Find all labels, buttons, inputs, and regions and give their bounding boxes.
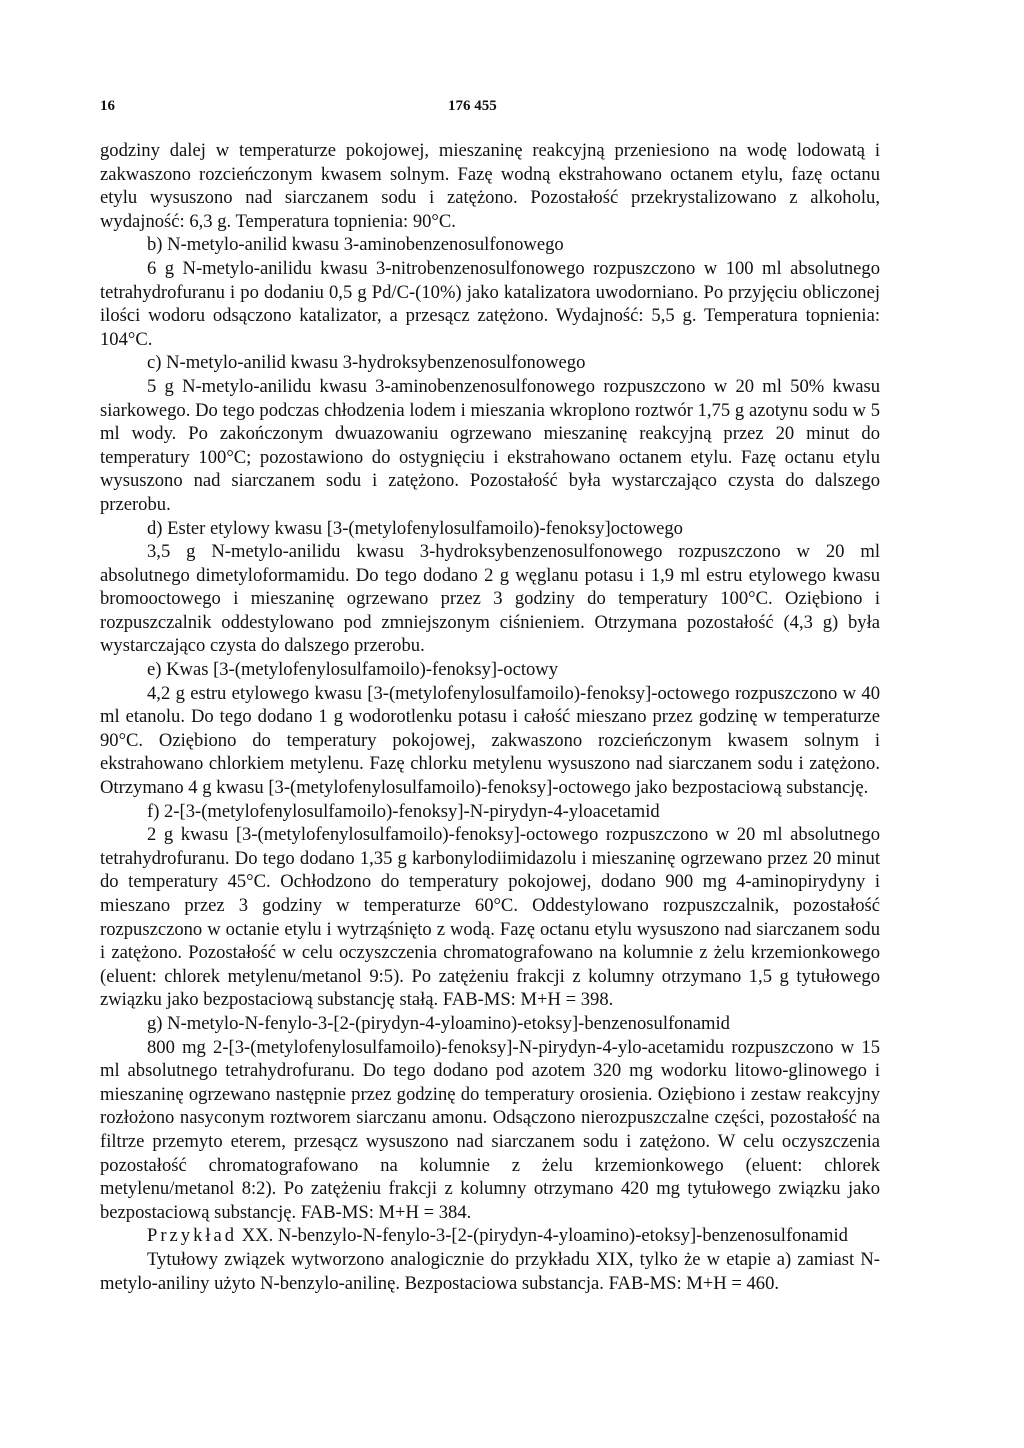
step-heading-c: c) N-metylo-anilid kwasu 3-hydroksybenzenosulfonowego: [147, 352, 586, 374]
step-heading-e: e) Kwas [3-(metylofenylosulfamoilo)-fenoksy]-octowy: [147, 659, 559, 681]
patent-number: 176 455: [448, 98, 497, 114]
body-text: [100, 139, 880, 1295]
step-heading-f: f) 2-[3-(metylofenylosulfamoilo)-fenoksy]-N-pirydyn-4-yloacetamid: [147, 800, 660, 822]
example-paragraph: Tytułowy związek wytworzono analogicznie do przykładu XIX, tylko że w etapie a) zamiast N-metylo-aniliny użyto N-benzylo-anilinę. Bezpostaciowa substancja. FAB-MS: M+H = 460.: [100, 1248, 880, 1294]
paragraph: 6 g N-metylo-anilidu kwasu 3-nitrobenzenosulfonowego rozpuszczono w 100 ml absolutnego tetrahydrofuranu i po dodaniu 0,5 g Pd/C-(10%) jako katalizatora uwodorniano. Po przyjęciu obliczonej ilości wodoru odsączono katalizator, a przesącz zatężono. Wydajność: 5,5 g. Temperatura topnienia: 104°C.: [100, 257, 880, 350]
example-title: XX. N-benzylo-N-fenylo-3-[2-(pirydyn-4-yloamino)-etoksy]-benzenosulfonamid: [237, 1225, 848, 1247]
step-heading-g: g) N-metylo-N-fenylo-3-[2-(pirydyn-4-yloamino)-etoksy]-benzenosulfonamid: [147, 1012, 730, 1034]
paragraph: godziny dalej w temperaturze pokojowej, mieszaninę reakcyjną przeniesiono na wodę lodowatą i zakwaszono rozcieńczonym kwasem solnym. Fazę wodną ekstrahowano octanem etylu, fazę octanu etylu wysuszono nad siarczanem sodu i zatężono. Pozostałość przekrystalizowano z alkoholu, wydajność: 6,3 g. Temperatura topnienia: 90°C.: [100, 140, 880, 232]
page-number: 16: [100, 98, 115, 114]
paragraph: 2 g kwasu [3-(metylofenylosulfamoilo)-fenoksy]-octowego rozpuszczono w 20 ml absolutnego tetrahydrofuranu. Do tego dodano 1,35 g karbonylodiimidazolu i mieszaninę ogrzewano przez 20 minut do temperatury 45°C. Ochłodzono do temperatury pokojowej, dodano 900 mg 4-aminopirydyny i mieszano przez 3 godziny w temperaturze 60°C. Oddestylowano rozpuszczalnik, pozostałość rozpuszczono w octanie etylu i wytrząśnięto z wodą. Fazę octanu etylu wysuszono nad siarczanem sodu i zatężono. Pozostałość w celu oczyszczenia chromatografowano na kolumnie z żelu krzemionkowego (eluent: chlorek metylenu/metanol 9:5). Po zatężeniu frakcji z kolumny otrzymano 1,5 g tytułowego związku jako bezpostaciową substancję stałą. FAB-MS: M+H = 398.: [100, 824, 880, 1011]
paragraph: 4,2 g estru etylowego kwasu [3-(metylofenylosulfamoilo)-fenoksy]-octowego rozpuszczono w 40 ml etanolu. Do tego dodano 1 g wodorotlenku potasu i całość mieszano przez godzinę w temperaturze 90°C. Oziębiono do temperatury pokojowej, zakwaszono rozcieńczonym kwasem solnym i ekstrahowano chlorkiem metylenu. Fazę chlorku metylenu wysuszono nad siarczanem sodu i zatężono. Otrzymano 4 g kwasu [3-(metylofenylosulfamoilo)-fenoksy]-octowego jako bezpostaciową substancję.: [100, 682, 880, 799]
paragraph: 800 mg 2-[3-(metylofenylosulfamoilo)-fenoksy]-N-pirydyn-4-ylo-acetamidu rozpuszczono w 15 ml absolutnego tetrahydrofuranu. Do tego dodano pod azotem 320 mg wodorku litowo-glinowego i mieszaninę ogrzewano następnie przez godzinę do temperatury orosienia. Oziębiono i zestaw reakcyjny rozłożono nasyconym roztworem siarczanu amonu. Odsączono nierozpuszczalne części, pozostałość na filtrze przemyto eterem, przesącz wysuszono nad siarczanem sodu i zatężono. W celu oczyszczenia pozostałość chromatografowano na kolumnie z żelu krzemionkowego (eluent: chlorek metylenu/metanol 8:2). Po zatężeniu frakcji z kolumny otrzymano 420 mg tytułowego związku jako bezpostaciową substancję. FAB-MS: M+H = 384.: [100, 1036, 880, 1223]
step-heading-d: d) Ester etylowy kwasu [3-(metylofenylosulfamoilo)-fenoksy]octowego: [147, 517, 683, 539]
step-heading-b: b) N-metylo-anilid kwasu 3-aminobenzenosulfonowego: [147, 234, 564, 256]
paragraph: 5 g N-metylo-anilidu kwasu 3-aminobenzenosulfonowego rozpuszczono w 20 ml 50% kwasu siarkowego. Do tego podczas chłodzenia lodem i mieszania wkroplono roztwór 1,75 g azotynu sodu w 5 ml wody. Po zakończonym dwuazowaniu ogrzewano mieszaninę reakcyjną przez 20 minut do temperatury 100°C; pozostawiono do ostygnięciu i ekstrahowano octanem etylu. Fazę octanu etylu wysuszono nad siarczanem sodu i zatężono. Pozostałość była wystarczająco czysta do dalszego przerobu.: [100, 375, 880, 515]
example-heading: [100, 1224, 880, 1248]
paragraph: 3,5 g N-metylo-anilidu kwasu 3-hydroksybenzenosulfonowego rozpuszczono w 20 ml absolutnego dimetyloformamidu. Do tego dodano 2 g węglanu potasu i 1,9 ml estru etylowego kwasu bromooctowego i mieszaninę ogrzewano przez 3 godziny do temperatury 100°C. Oziębiono i rozpuszczalnik oddestylowano pod zmniejszonym ciśnieniem. Otrzymana pozostałość (4,3 g) była wystarczająco czysta do dalszego przerobu.: [100, 541, 880, 657]
example-label: Przykład: [147, 1225, 238, 1247]
page-header: [100, 98, 880, 122]
